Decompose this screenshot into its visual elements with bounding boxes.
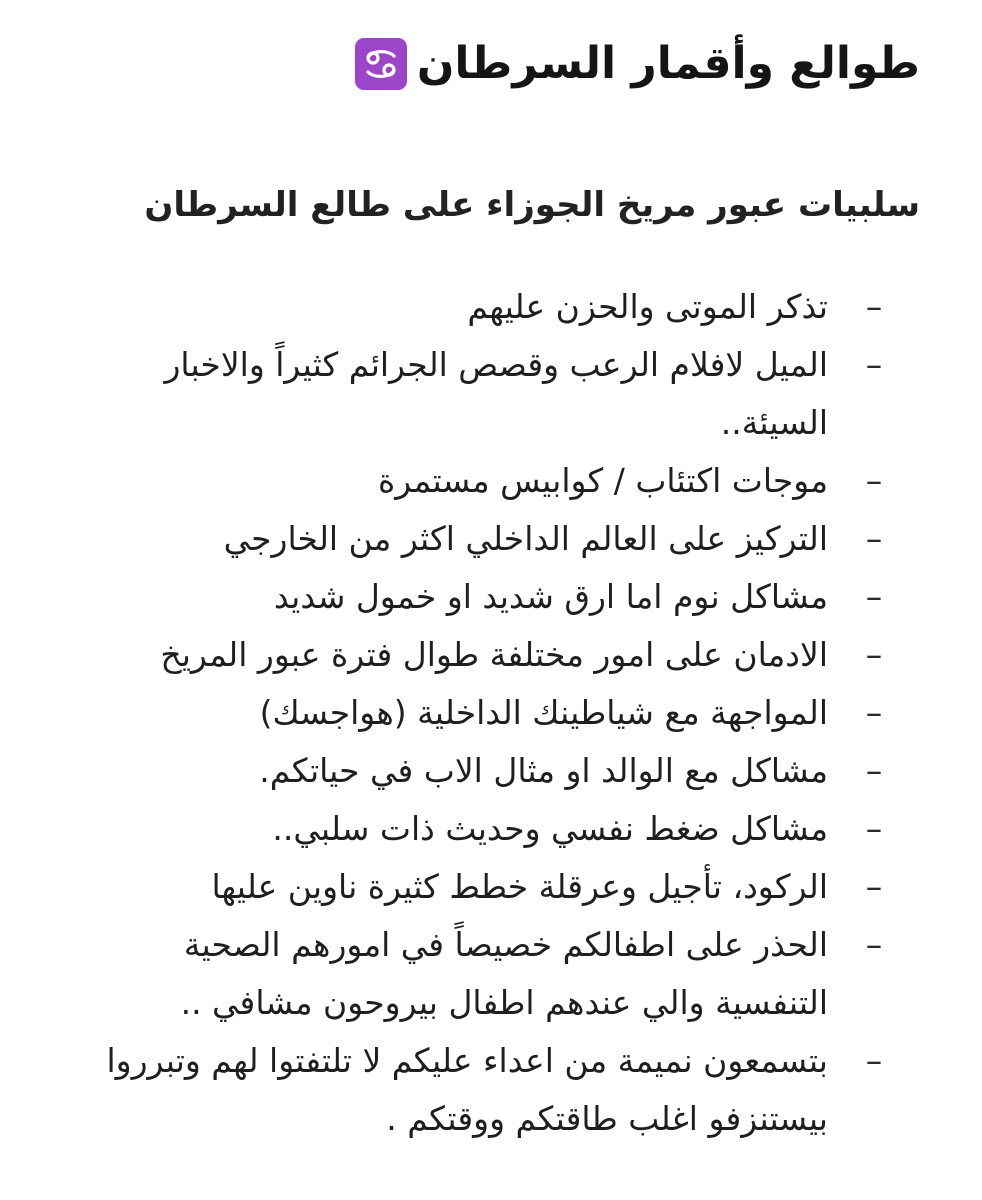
list-item <box>60 278 920 336</box>
page-title: طوالع وأقمار السرطان <box>416 38 920 89</box>
list-item <box>60 858 920 916</box>
list-item-text: الادمان على امور مختلفة طوال فترة عبور المريخ <box>160 635 828 674</box>
list-item-text: تذكر الموتى والحزن عليهم <box>467 287 828 326</box>
list-item <box>60 684 920 742</box>
list-item-text: الميل لافلام الرعب وقصص الجرائم كثيراً والاخبار السيئة.. <box>164 345 828 442</box>
list-item-text: بتسمعون نميمة من اعداء عليكم لا تلتفتوا لهم وتبرروا بيستنزفو اغلب طاقتكم ووقتكم . <box>106 1041 828 1138</box>
list-item <box>60 336 920 452</box>
list-bullet: – <box>865 1041 883 1080</box>
list-item <box>60 452 920 510</box>
list-bullet: – <box>865 577 883 616</box>
list-bullet: – <box>865 925 883 964</box>
section-subtitle: سلبيات عبور مريخ الجوزاء على طالع السرطان <box>144 185 920 225</box>
list-item-text: الركود، تأجيل وعرقلة خطط كثيرة ناوين عليها <box>211 867 828 906</box>
list-bullet: – <box>865 635 883 674</box>
list-bullet: – <box>865 751 883 790</box>
list-item <box>60 742 920 800</box>
list-item-text: المواجهة مع شياطينك الداخلية (هواجسك) <box>259 693 828 732</box>
list-item <box>60 800 920 858</box>
list-item-text: موجات اكتئاب / كوابيس مستمرة <box>377 461 828 500</box>
list-item <box>60 510 920 568</box>
list-item-text: الحذر على اطفالكم خصيصاً في امورهم الصحية التنفسية والي عندهم اطفال بيروحون مشافي .. <box>180 925 828 1022</box>
cancer-zodiac-icon <box>355 38 407 90</box>
list-bullet: – <box>865 519 883 558</box>
list-item <box>60 1032 920 1148</box>
cancer-glyph <box>361 44 401 84</box>
list-item <box>60 626 920 684</box>
bullet-list <box>60 278 920 1148</box>
title-row <box>60 28 920 100</box>
list-item-text: التركيز على العالم الداخلي اكثر من الخارجي <box>223 519 828 558</box>
list-item <box>60 916 920 1032</box>
list-item-text: مشاكل ضغط نفسي وحديث ذات سلبي.. <box>272 809 828 848</box>
list-item-text: مشاكل مع الوالد او مثال الاب في حياتكم. <box>259 751 828 790</box>
list-item <box>60 568 920 626</box>
list-bullet: – <box>865 867 883 906</box>
list-bullet: – <box>865 461 883 500</box>
list-bullet: – <box>865 287 883 326</box>
list-item-text: مشاكل نوم اما ارق شديد او خمول شديد <box>273 577 828 616</box>
list-bullet: – <box>865 693 883 732</box>
list-bullet: – <box>865 345 883 384</box>
list-bullet: – <box>865 809 883 848</box>
